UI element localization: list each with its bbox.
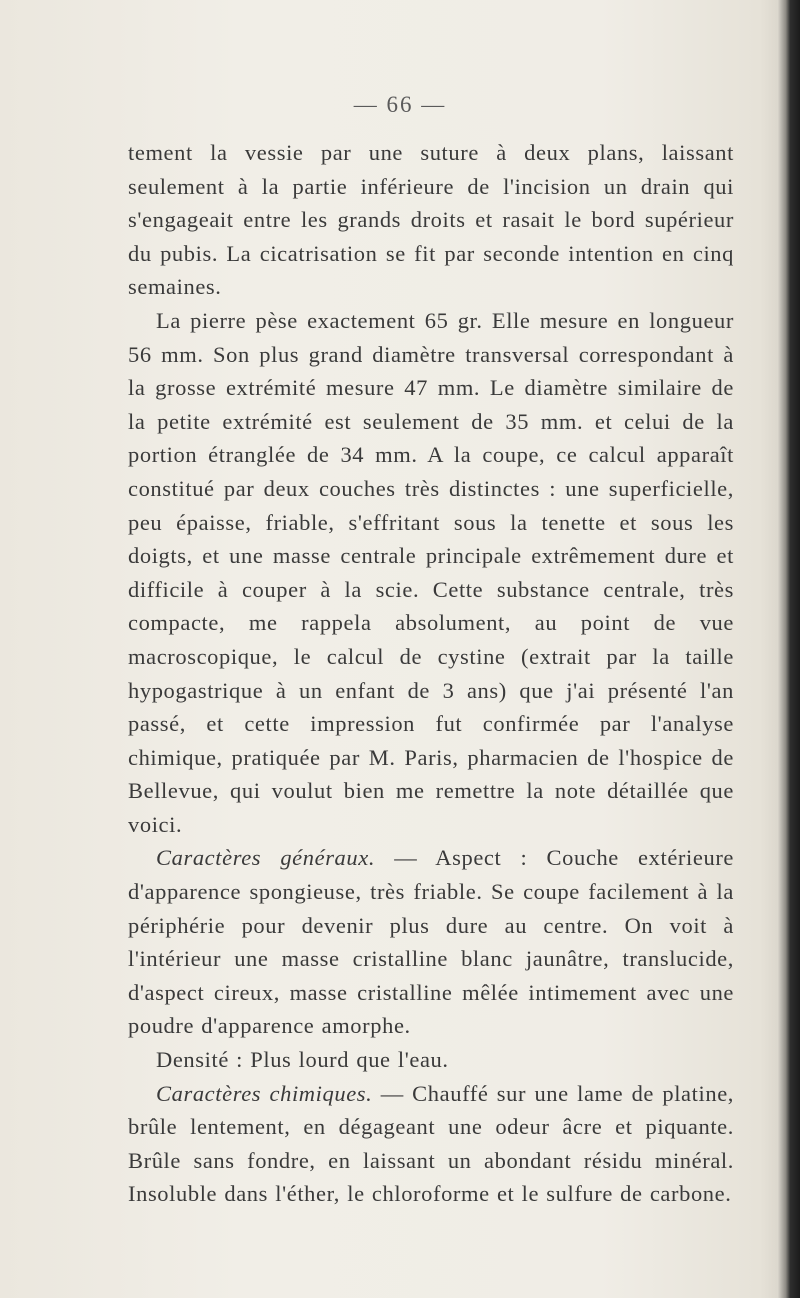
paragraph-chemical-characters — [128, 1077, 734, 1211]
chemical-characters-text: — Chauffé sur une lame de platine, brûle lentement, en dégageant une odeur âcre et piquante. Brûle sans fondre, en laissant un abondant résidu minéral. Insoluble dans l'éther, le chloroforme et le sulfure de carbone. — [128, 1080, 735, 1207]
body-text — [128, 136, 734, 1211]
paragraph-continuation: tement la vessie par une suture à deux plans, laissant seulement à la partie inférieure de l'incision un drain qui s'engageait entre les grands droits et rasait le bord supérieur du pubis. La cicatrisation se fit par seconde intention en cinq semaines. — [128, 140, 734, 300]
paragraph-general-characters — [128, 841, 734, 1043]
paragraph-density: Densité : Plus lourd que l'eau. — [156, 1047, 449, 1073]
section-label-general: Caractères généraux. — [156, 845, 376, 871]
section-label-chemical: Caractères chimiques. — [156, 1080, 373, 1106]
page-binding-edge — [778, 0, 800, 1298]
page-number: — 66 — — [353, 92, 447, 117]
paragraph-stone-description: La pierre pèse exactement 65 gr. Elle mesure en longueur 56 mm. Son plus grand diamètre transversal correspondant à la grosse extrémité mesure 47 mm. Le diamètre similaire de la petite extrémité est seulement de 35 mm. et celui de la portion étranglée de 34 mm. A la coupe, ce calcul apparaît constitué par deux couches très distinctes : une superficielle, peu épaisse, friable, s'effritant sous la tenette et sous les doigts, et une masse centrale principale extrêmement dure et difficile à couper à la scie. Cette substance centrale, très compacte, me rappela absolument, au point de vue macroscopique, le calcul de cystine (extrait par la taille hypogastrique à un enfant de 3 ans) que j'ai présenté l'an passé, et cette impression fut confirmée par l'analyse chimique, pratiquée par M. Paris, pharmacien de l'hospice de Bellevue, qui voulut bien me remettre la note détaillée que voici. — [128, 307, 734, 837]
general-characters-text: — Aspect : Couche extérieure d'apparence spongieuse, très friable. Se coupe facilement à la périphérie pour devenir plus dure au centre. On voit à l'intérieur une masse cristalline blanc jaunâtre, translucide, d'aspect cireux, masse cristalline mêlée intimement avec une poudre d'apparence amorphe. — [128, 845, 734, 1039]
